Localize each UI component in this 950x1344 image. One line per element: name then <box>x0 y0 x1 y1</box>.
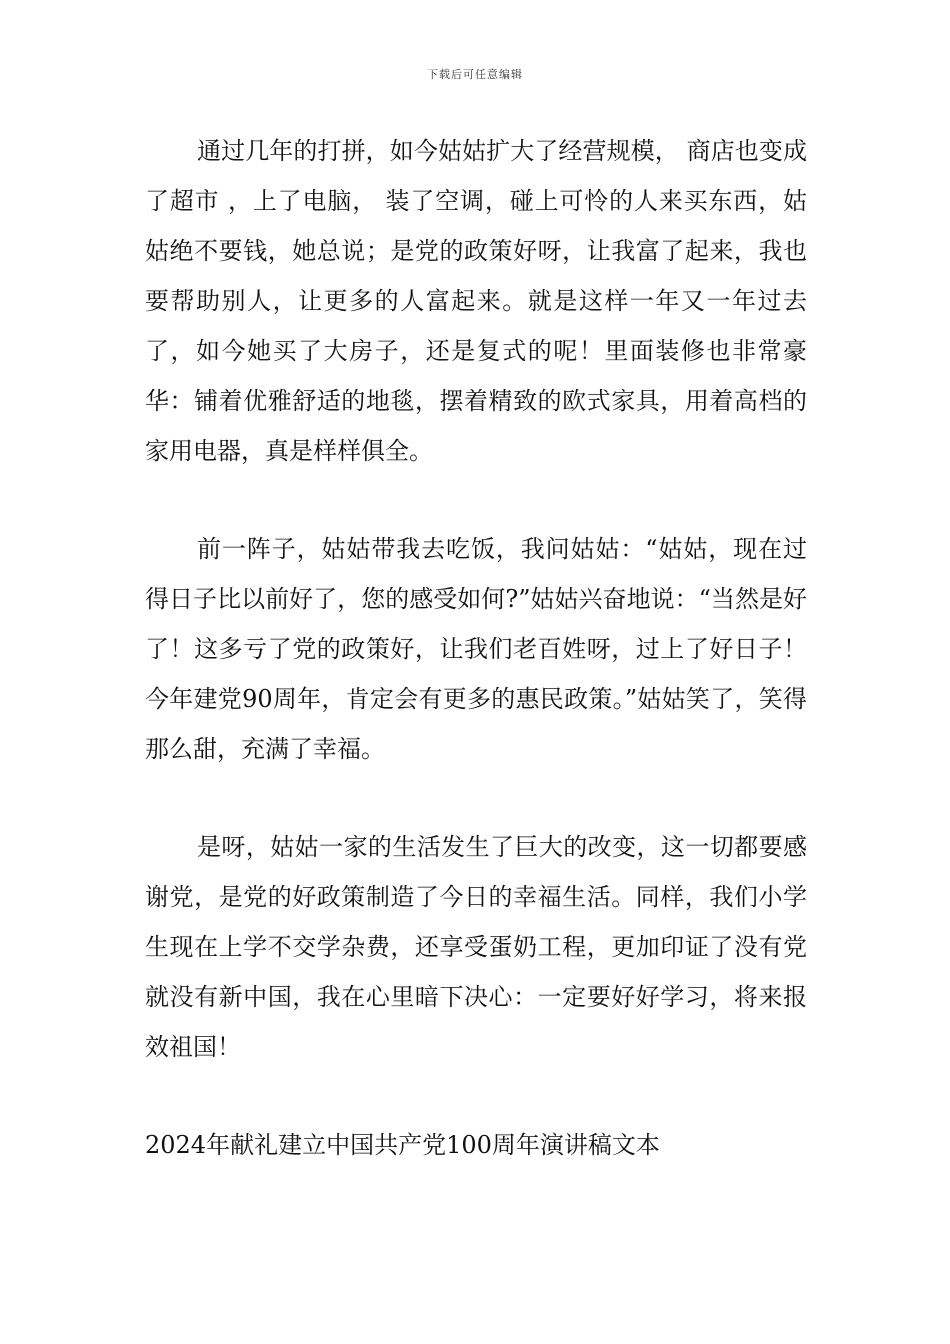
page-header: 下载后可任意编辑 <box>427 68 523 81</box>
paragraph-1: 通过几年的打拼，如今姑姑扩大了经营规模， 商店也变成了超市 ，上了电脑， 装了空调，碰上可怜的人来买东西，姑姑绝不要钱，她总说；是党的政策好呀，让我富了起来，我也要帮助别人，让更多的人富起来。就是这样一年又一年过去了，如今她买了大房子，还是复式的呢！里面装修也非常豪华：铺着优雅舒适的地毯，摆着精致的欧式家具，用着高档的家用电器，真是样样俱全。 <box>145 137 807 465</box>
paragraph-2: 前一阵子，姑姑带我去吃饭，我问姑姑：“姑姑，现在过得日子比以前好了，您的感受如何?”姑姑兴奋地说：“当然是好了！这多亏了党的政策好，让我们老百姓呀，过上了好日子！今年建党90周年，肯定会有更多的惠民政策。”姑姑笑了，笑得那么甜，充满了幸福。 <box>145 535 807 763</box>
paragraph-3: 是呀，姑姑一家的生活发生了巨大的改变，这一切都要感谢党，是党的好政策制造了今日的幸福生活。同样，我们小学生现在上学不交学杂费，还享受蛋奶工程，更加印证了没有党就没有新中国，我在心里暗下决心：一定要好好学习，将来报效祖国！ <box>145 833 807 1061</box>
section-title: 2024年献礼建立中国共产党100周年演讲稿文本 <box>145 1131 660 1159</box>
